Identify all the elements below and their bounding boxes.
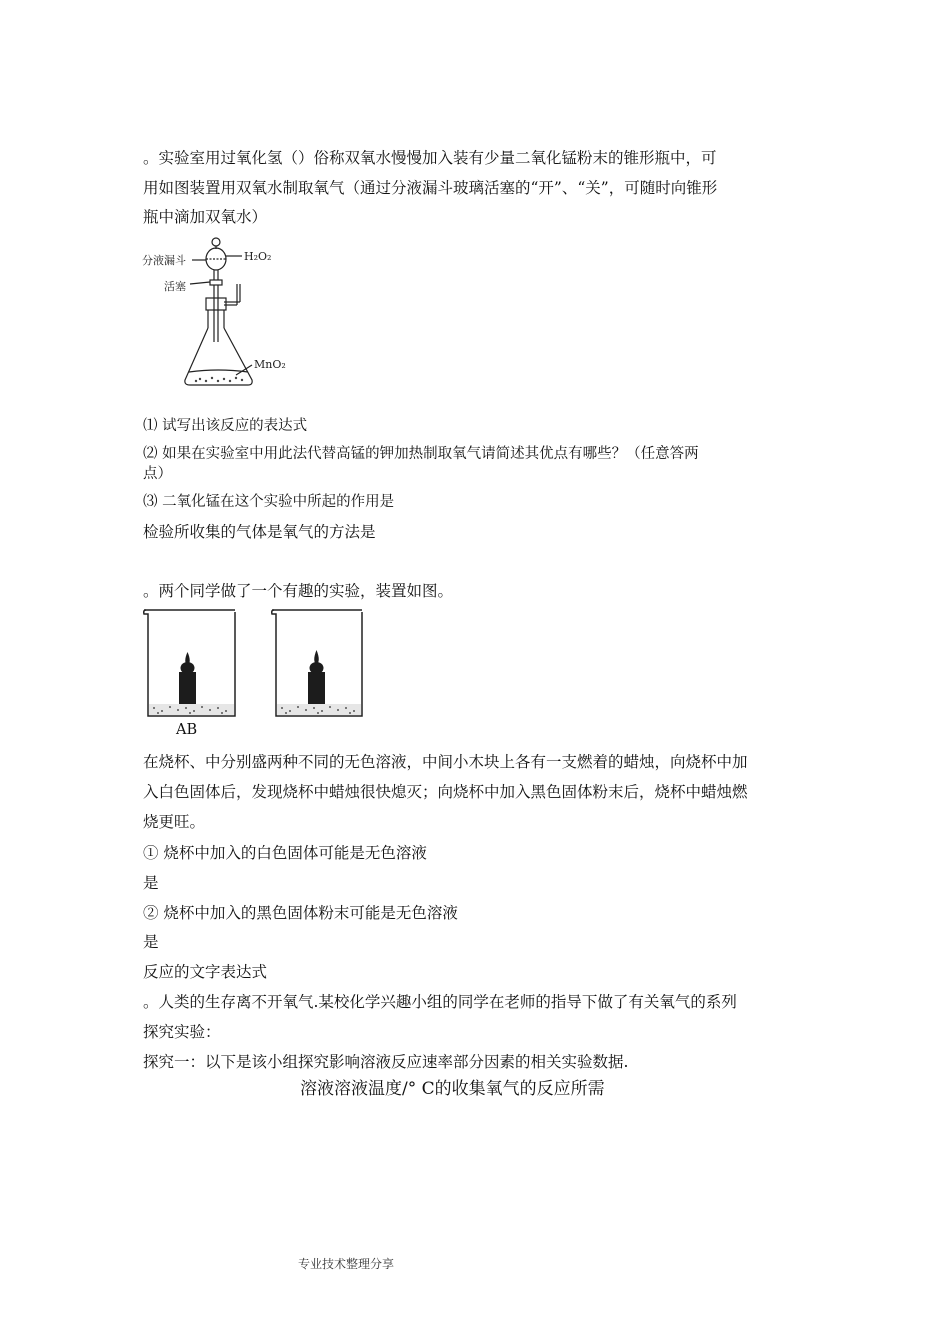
h2o2-label: H₂O₂ [244, 250, 272, 263]
s2-para-line1: 在烧杯、中分别盛两种不同的无色溶液，中间小木块上各有一支燃着的蜡烛，向烧杯中加 [143, 753, 748, 771]
mno2-label: MnO₂ [254, 358, 286, 371]
s3-line1: 。人类的生存离不开氧气.某校化学兴趣小组的同学在老师的指导下做了有关氧气的系列 [143, 993, 737, 1011]
s1-question1: ⑴ 试写出该反应的表达式 [143, 418, 308, 434]
page-footer: 专业技术整理分享 [298, 1257, 395, 1271]
s2-para-line2: 入白色固体后，发现烧杯中蜡烛很快熄灭；向烧杯中加入黑色固体粉末后，烧杯中蜡烛燃 [143, 783, 748, 801]
s2-item1: ① 烧杯中加入的白色固体可能是无色溶液 [143, 844, 427, 862]
beakers-figure [140, 604, 380, 722]
s2-item2-cont: 是 [143, 933, 159, 951]
beakers-caption: AB [176, 722, 198, 738]
s3-line3: 探究一：以下是该小组探究影响溶液反应速率部分因素的相关实验数据. [143, 1053, 629, 1071]
oxygen-apparatus-figure [140, 232, 300, 394]
s2-item3: 反应的文字表达式 [143, 963, 268, 981]
beaker-a [144, 610, 235, 716]
s2-para-line3: 烧更旺。 [143, 813, 206, 831]
funnel-label: 分液漏斗 [142, 254, 186, 267]
s1-question4: 检验所收集的气体是氧气的方法是 [143, 523, 376, 541]
s1-line2: 用如图装置用双氧水制取氧气（通过分液漏斗玻璃活塞的“开”、“关”，可随时向锥形 [143, 179, 718, 197]
s1-question2-line2: 点） [143, 466, 172, 482]
s2-intro: 。两个同学做了一个有趣的实验，装置如图。 [143, 582, 454, 600]
s3-table-header: 溶液溶液温度/° C的收集氧气的反应所需 [300, 1079, 605, 1099]
s2-item2: ② 烧杯中加入的黑色固体粉末可能是无色溶液 [143, 904, 458, 922]
s3-line2: 探究实验： [143, 1023, 221, 1041]
s1-question3: ⑶ 二氧化锰在这个实验中所起的作用是 [143, 494, 395, 510]
beaker-b [272, 610, 362, 716]
s1-line1: 。实验室用过氧化氢（）俗称双氧水慢慢加入装有少量二氧化锰粉末的锥形瓶中，可 [143, 149, 717, 167]
stopcock-label: 活塞 [164, 280, 186, 293]
s2-item1-cont: 是 [143, 874, 159, 892]
s1-question2-line1: ⑵ 如果在实验室中用此法代替高锰的钾加热制取氧气请简述其优点有哪些？（任意答两 [143, 446, 699, 462]
s1-line3: 瓶中滴加双氧水） [143, 208, 268, 226]
